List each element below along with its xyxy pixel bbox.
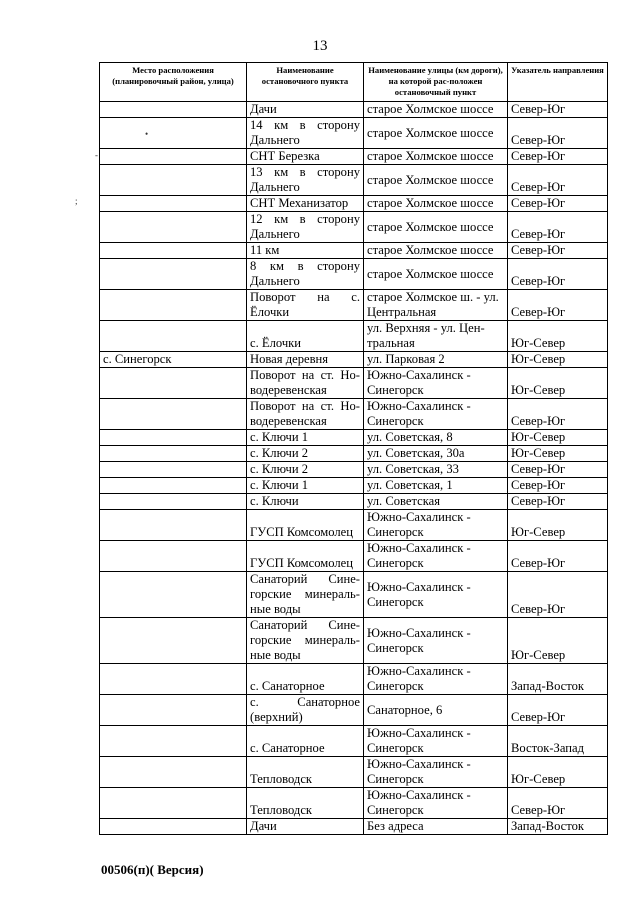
table-row <box>100 321 608 352</box>
cell-stop-name: с. Ключи 2 <box>247 462 364 478</box>
cell-direction: Юг-Север <box>508 368 608 399</box>
header-location: Место расположения (планировочный район, улица) <box>100 63 247 102</box>
table-row <box>100 788 608 819</box>
table-row <box>100 572 608 618</box>
cell-street: ул. Парковая 2 <box>364 352 508 368</box>
cell-stop-name: ГУСП Комсомолец <box>247 510 364 541</box>
cell-direction: Юг-Север <box>508 430 608 446</box>
cell-location <box>100 695 247 726</box>
cell-location <box>100 118 247 149</box>
cell-street: Санаторное, 6 <box>364 695 508 726</box>
cell-street: ул. Советская, 8 <box>364 430 508 446</box>
table-row <box>100 446 608 462</box>
cell-stop-name: Тепловодск <box>247 788 364 819</box>
cell-stop-name: Поворот на с. Ёлочки <box>247 290 364 321</box>
cell-location <box>100 541 247 572</box>
cell-location <box>100 572 247 618</box>
cell-direction: Север-Юг <box>508 290 608 321</box>
cell-direction: Север-Юг <box>508 541 608 572</box>
cell-stop-name: 8 км в сторону Дальнего <box>247 259 364 290</box>
cell-street: старое Холмское шоссе <box>364 212 508 243</box>
table-row <box>100 259 608 290</box>
cell-location <box>100 618 247 664</box>
cell-stop-name: с. Санаторное <box>247 726 364 757</box>
cell-street: старое Холмское шоссе <box>364 118 508 149</box>
cell-direction: Юг-Север <box>508 321 608 352</box>
scan-speck: ; <box>75 196 78 206</box>
table-row <box>100 664 608 695</box>
cell-direction: Север-Юг <box>508 102 608 118</box>
cell-direction: Север-Юг <box>508 494 608 510</box>
table-row <box>100 462 608 478</box>
cell-street: Южно-Сахалинск - Синегорск <box>364 788 508 819</box>
cell-direction: Север-Юг <box>508 259 608 290</box>
cell-street: Южно-Сахалинск - Синегорск <box>364 510 508 541</box>
table-row <box>100 541 608 572</box>
page-number: 13 <box>312 38 328 54</box>
cell-location <box>100 446 247 462</box>
cell-location <box>100 510 247 541</box>
cell-location <box>100 149 247 165</box>
cell-location <box>100 726 247 757</box>
table-row <box>100 212 608 243</box>
bus-stops-table <box>99 62 608 835</box>
cell-street: Южно-Сахалинск - Синегорск <box>364 618 508 664</box>
cell-location: с. Синегорск <box>100 352 247 368</box>
cell-stop-name: Дачи <box>247 819 364 835</box>
table-row <box>100 695 608 726</box>
cell-direction: Север-Юг <box>508 243 608 259</box>
cell-location <box>100 819 247 835</box>
cell-stop-name: Тепловодск <box>247 757 364 788</box>
cell-location <box>100 757 247 788</box>
cell-street: Южно-Сахалинск - Синегорск <box>364 368 508 399</box>
cell-stop-name: Новая деревня <box>247 352 364 368</box>
cell-street: Южно-Сахалинск - Синегорск <box>364 541 508 572</box>
cell-stop-name: с. Ёлочки <box>247 321 364 352</box>
cell-street: ул. Советская, 1 <box>364 478 508 494</box>
table-row <box>100 494 608 510</box>
cell-stop-name: 11 км <box>247 243 364 259</box>
table-row <box>100 196 608 212</box>
cell-location <box>100 494 247 510</box>
cell-direction: Север-Юг <box>508 212 608 243</box>
table-row <box>100 118 608 149</box>
cell-street: старое Холмское шоссе <box>364 149 508 165</box>
table-row <box>100 399 608 430</box>
cell-stop-name: Дачи <box>247 102 364 118</box>
table-row <box>100 819 608 835</box>
table-row <box>100 510 608 541</box>
cell-location <box>100 212 247 243</box>
cell-location <box>100 368 247 399</box>
cell-stop-name: Санаторий Сине-горские минераль-ные воды <box>247 572 364 618</box>
cell-direction: Север-Юг <box>508 788 608 819</box>
cell-direction: Запад-Восток <box>508 819 608 835</box>
scan-speck: - <box>95 150 98 160</box>
cell-stop-name: с. Ключи 2 <box>247 446 364 462</box>
cell-stop-name: СНТ Березка <box>247 149 364 165</box>
cell-stop-name: Санаторий Сине-горские минераль-ные воды <box>247 618 364 664</box>
cell-direction: Восток-Запад <box>508 726 608 757</box>
cell-direction: Север-Юг <box>508 572 608 618</box>
scan-speck: • <box>145 129 149 139</box>
cell-stop-name: СНТ Механизатор <box>247 196 364 212</box>
table-row <box>100 368 608 399</box>
cell-direction: Север-Юг <box>508 196 608 212</box>
cell-direction: Юг-Север <box>508 510 608 541</box>
table-row <box>100 352 608 368</box>
cell-direction: Север-Юг <box>508 695 608 726</box>
cell-stop-name: 12 км в сторону Дальнего <box>247 212 364 243</box>
cell-stop-name: с. Ключи 1 <box>247 430 364 446</box>
cell-street: Южно-Сахалинск - Синегорск <box>364 664 508 695</box>
cell-street: старое Холмское шоссе <box>364 243 508 259</box>
cell-location <box>100 243 247 259</box>
cell-location <box>100 196 247 212</box>
cell-direction: Север-Юг <box>508 462 608 478</box>
cell-street: Без адреса <box>364 819 508 835</box>
cell-direction: Юг-Север <box>508 618 608 664</box>
cell-direction: Север-Юг <box>508 118 608 149</box>
cell-stop-name: с. Санаторное (верхний) <box>247 695 364 726</box>
cell-direction: Юг-Север <box>508 757 608 788</box>
table-row <box>100 726 608 757</box>
cell-street: старое Холмское шоссе <box>364 259 508 290</box>
cell-location <box>100 321 247 352</box>
header-stop-name: Наименование остановочного пункта <box>247 63 364 102</box>
cell-location <box>100 259 247 290</box>
cell-street: Южно-Сахалинск - Синегорск <box>364 726 508 757</box>
cell-direction: Юг-Север <box>508 446 608 462</box>
table-row <box>100 618 608 664</box>
table-row <box>100 243 608 259</box>
cell-direction: Север-Юг <box>508 149 608 165</box>
cell-street: старое Холмское шоссе <box>364 102 508 118</box>
header-direction: Указатель направления <box>508 63 608 102</box>
cell-street: ул. Советская, 33 <box>364 462 508 478</box>
table-header-row <box>100 63 608 102</box>
cell-location <box>100 478 247 494</box>
cell-direction: Север-Юг <box>508 478 608 494</box>
cell-location <box>100 399 247 430</box>
cell-location <box>100 102 247 118</box>
cell-street: Южно-Сахалинск - Синегорск <box>364 757 508 788</box>
cell-street: ул. Верхняя - ул. Цен-тральная <box>364 321 508 352</box>
table-row <box>100 757 608 788</box>
cell-stop-name: с. Санаторное <box>247 664 364 695</box>
header-street: Наименование улицы (км дороги), на которой рас-положен остановочный пункт <box>364 63 508 102</box>
table-row <box>100 478 608 494</box>
cell-street: старое Холмское ш. - ул. Центральная <box>364 290 508 321</box>
cell-street: старое Холмское шоссе <box>364 165 508 196</box>
cell-location <box>100 430 247 446</box>
cell-street: Южно-Сахалинск - Синегорск <box>364 399 508 430</box>
cell-street: старое Холмское шоссе <box>364 196 508 212</box>
cell-location <box>100 290 247 321</box>
cell-stop-name: Поворот на ст. Но-водеревенская <box>247 399 364 430</box>
cell-direction: Юг-Север <box>508 352 608 368</box>
cell-street: ул. Советская, 30а <box>364 446 508 462</box>
cell-location <box>100 462 247 478</box>
cell-location <box>100 165 247 196</box>
table-row <box>100 290 608 321</box>
cell-direction: Запад-Восток <box>508 664 608 695</box>
cell-location <box>100 788 247 819</box>
cell-stop-name: 14 км в сторону Дальнего <box>247 118 364 149</box>
cell-street: ул. Советская <box>364 494 508 510</box>
cell-stop-name: с. Ключи 1 <box>247 478 364 494</box>
table-row <box>100 149 608 165</box>
document-footer: 00506(п)( Версия) <box>101 862 204 877</box>
table-row <box>100 165 608 196</box>
cell-stop-name: с. Ключи <box>247 494 364 510</box>
cell-location <box>100 664 247 695</box>
table-row <box>100 430 608 446</box>
cell-direction: Север-Юг <box>508 399 608 430</box>
cell-stop-name: ГУСП Комсомолец <box>247 541 364 572</box>
cell-direction: Север-Юг <box>508 165 608 196</box>
cell-stop-name: Поворот на ст. Но-водеревенская <box>247 368 364 399</box>
cell-street: Южно-Сахалинск - Синегорск <box>364 572 508 618</box>
cell-stop-name: 13 км в сторону Дальнего <box>247 165 364 196</box>
table-row <box>100 102 608 118</box>
